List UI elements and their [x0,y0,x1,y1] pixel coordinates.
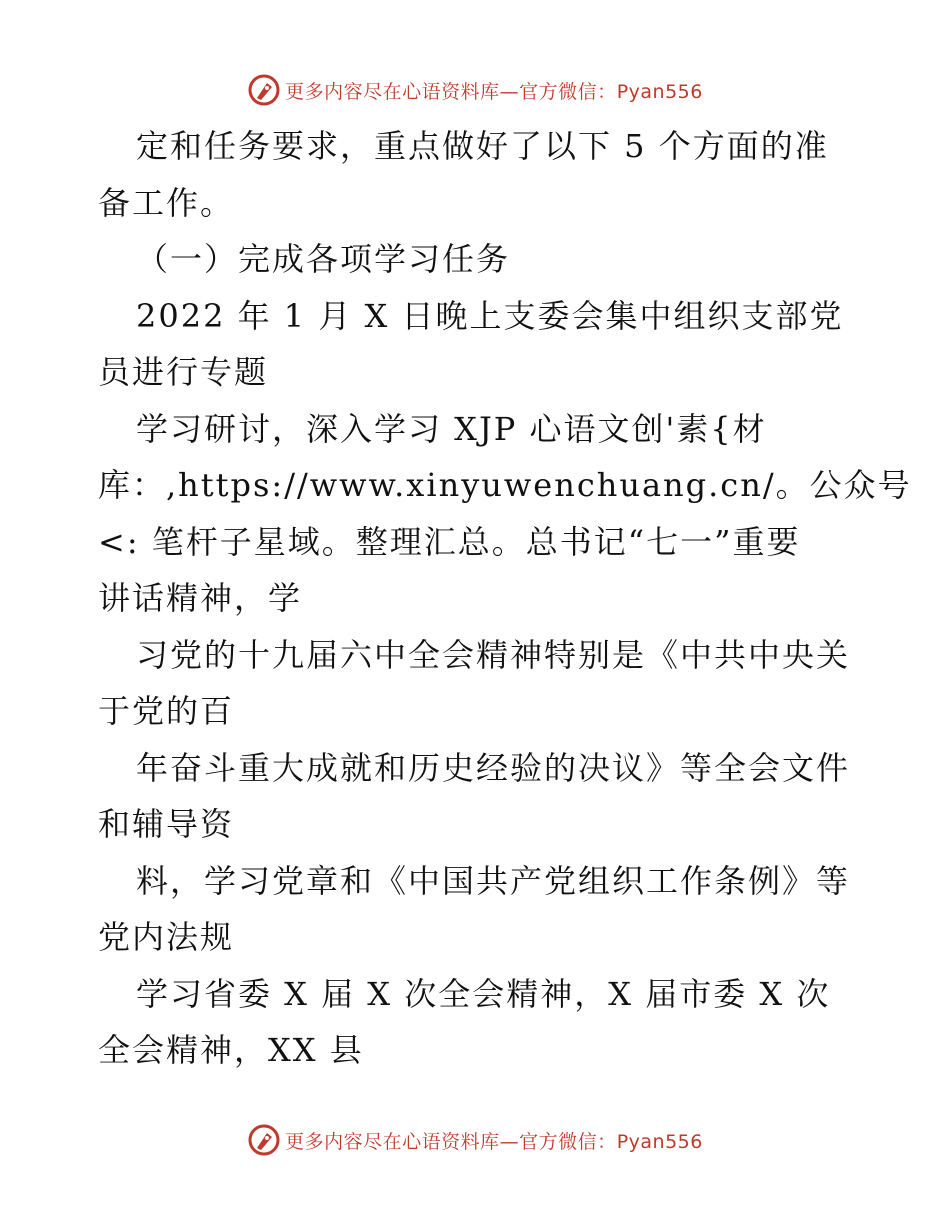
header-banner-slogan: 更多内容尽在心语资料库— [285,80,520,103]
text-line: 备工作。 [98,183,235,222]
text-line: 于党的百 [98,692,235,730]
text-line: 党内法规 [98,918,235,956]
header-wechat-label: 官方微信： [519,80,617,103]
text-line: （一）完成各项学习任务 [136,240,511,278]
footer-wechat-id: Pyan556 [616,1130,703,1153]
text-line: 2022 年 1 月 X 日晚上支委会集中组织支部党 [136,296,844,335]
text-line: 定和任务要求，重点做好了以下 5 个方面的准 [136,127,829,165]
footer-banner-slogan: 更多内容尽在心语资料库— [285,1130,520,1153]
document-body [98,118,912,1079]
text-line: 讲话精神，学 [98,579,303,617]
footer-banner-text [285,1127,703,1154]
text-line: 年奋斗重大成就和历史经验的决议》等全会文件 [136,748,851,787]
footer-wechat-label: 官方微信： [519,1130,617,1153]
text-line: 学习研讨，深入学习 XJP 心语文创'素{材 [136,409,767,448]
header-banner-text [285,77,703,104]
text-line: 库：,https://www.xinyuwenchuang.cn/。公众号 [98,466,912,504]
header-banner [0,70,950,110]
text-line: 料，学习党章和《中国共产党组织工作条例》等 [136,861,851,900]
text-line: 和辅导资 [98,805,235,843]
text-line: 习党的十九届六中全会精神特别是《中共中央关 [136,635,851,674]
text-line: <: 笔杆子星域。整理汇总。总书记“七一”重要 [98,522,801,561]
header-wechat-id: Pyan556 [616,80,703,103]
text-line: 学习省委 X 届 X 次全会精神，X 届市委 X 次 [136,974,831,1013]
text-line: 员进行专题 [98,353,269,391]
pen-nib-logo-icon [247,1123,281,1157]
pen-nib-logo-icon [247,73,281,107]
text-line: 全会精神，XX 县 [98,1031,364,1069]
footer-banner [0,1120,950,1160]
